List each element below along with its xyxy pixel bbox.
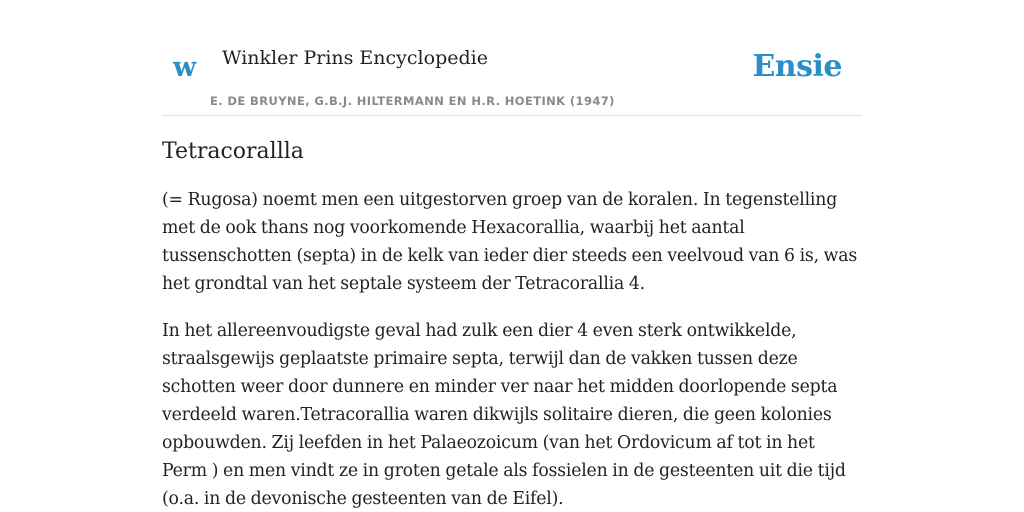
- publication-authors: E. DE BRUYNE, G.B.J. HILTERMANN EN H.R. HOETINK (1947): [210, 94, 615, 108]
- entry-paragraph: (= Rugosa) noemt men een uitgestorven groep van de koralen. In tegenstelling met de ook thans nog voorkomende Hexacorallia, waarbij het aantal tussenschotten (septa) in de kelk van ieder dier steeds een veelvoud van 6 is, was het grondtal van het septale systeem der Tetracorallia 4.: [162, 189, 858, 294]
- entry-paragraph: In het allereenvoudigste geval had zulk een dier 4 even sterk ontwikkelde, straalsgewijs geplaatste primaire septa, terwijl dan de vakken tussen deze schotten weer door dunnere en minder ver naar het midden doorlopende septa verdeeld waren.Tetracorallia waren dikwijls solitaire dieren, die geen kolonies opbouwden. Zij leefden in het Palaeozoicum (van het Ordovicum af tot in het Perm ) en men vindt ze in groten getale als fossielen in de gesteenten uit die tijd (o.a. in de devonische gesteenten van de Eifel).: [162, 320, 846, 509]
- entry-title: Tetracorallla: [162, 139, 304, 164]
- ensie-logo[interactable]: Ensie: [752, 49, 842, 84]
- publication-logo[interactable]: w: [173, 52, 197, 83]
- publication-header: [162, 36, 862, 116]
- entry-article: [162, 138, 862, 512]
- publication-title[interactable]: Winkler Prins Encyclopedie: [222, 47, 488, 69]
